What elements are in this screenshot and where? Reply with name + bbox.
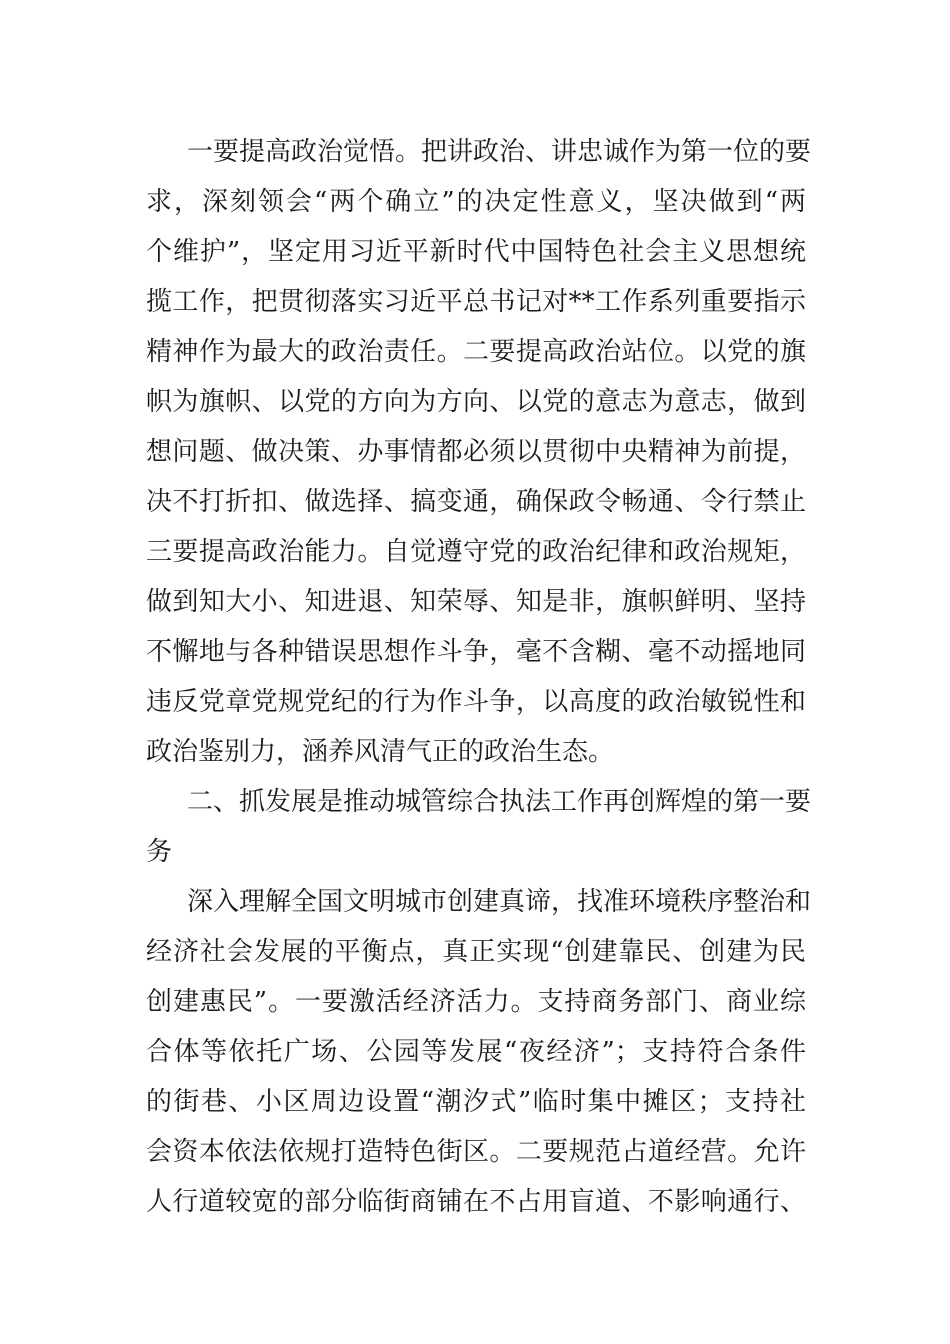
paragraph-line: 求，深刻领会“两个确立”的决定性意义，坚决做到“两: [146, 187, 806, 217]
paragraph-line: 帜为旗帜、以党的方向为方向、以党的意志为意志，做到: [146, 387, 806, 417]
paragraph-line: 合体等依托广场、公园等发展“夜经济”；支持符合条件: [146, 1037, 806, 1067]
paragraph-line: 经济社会发展的平衡点，真正实现“创建靠民、创建为民: [146, 937, 806, 967]
paragraph-line: 做到知大小、知进退、知荣辱、知是非，旗帜鲜明、坚持: [146, 587, 806, 617]
paragraph-line: 人行道较宽的部分临街商铺在不占用盲道、不影响通行、: [146, 1187, 806, 1217]
paragraph-line: 不懈地与各种错误思想作斗争，毫不含糊、毫不动摇地同: [146, 637, 806, 667]
paragraph-line: 深入理解全国文明城市创建真谛，找准环境秩序整治和: [187, 887, 812, 917]
paragraph-line: 的街巷、小区周边设置“潮汐式”临时集中摊区；支持社: [146, 1087, 806, 1117]
paragraph-line: 创建惠民”。一要激活经济活力。支持商务部门、商业综: [146, 987, 806, 1017]
paragraph-line: 一要提高政治觉悟。把讲政治、讲忠诚作为第一位的要: [187, 137, 812, 167]
paragraph-line: 三要提高政治能力。自觉遵守党的政治纪律和政治规矩，: [146, 537, 806, 567]
section-heading-line: 务: [146, 837, 173, 867]
paragraph-line: 精神作为最大的政治责任。二要提高政治站位。以党的旗: [146, 337, 806, 367]
paragraph-line: 决不打折扣、做选择、搞变通，确保政令畅通、令行禁止: [146, 487, 806, 517]
paragraph-line: 揽工作，把贯彻落实习近平总书记对**工作系列重要指示: [146, 287, 806, 317]
paragraph-line: 会资本依法依规打造特色街区。二要规范占道经营。允许: [146, 1137, 806, 1167]
paragraph-line: 政治鉴别力，涵养风清气正的政治生态。: [146, 737, 615, 767]
paragraph-line: 违反党章党规党纪的行为作斗争，以高度的政治敏锐性和: [146, 687, 806, 717]
paragraph-line: 个维护”，坚定用习近平新时代中国特色社会主义思想统: [146, 237, 806, 267]
paragraph-line: 想问题、做决策、办事情都必须以贯彻中央精神为前提，: [146, 437, 806, 467]
section-heading-line: 二、抓发展是推动城管综合执法工作再创辉煌的第一要: [187, 787, 812, 817]
